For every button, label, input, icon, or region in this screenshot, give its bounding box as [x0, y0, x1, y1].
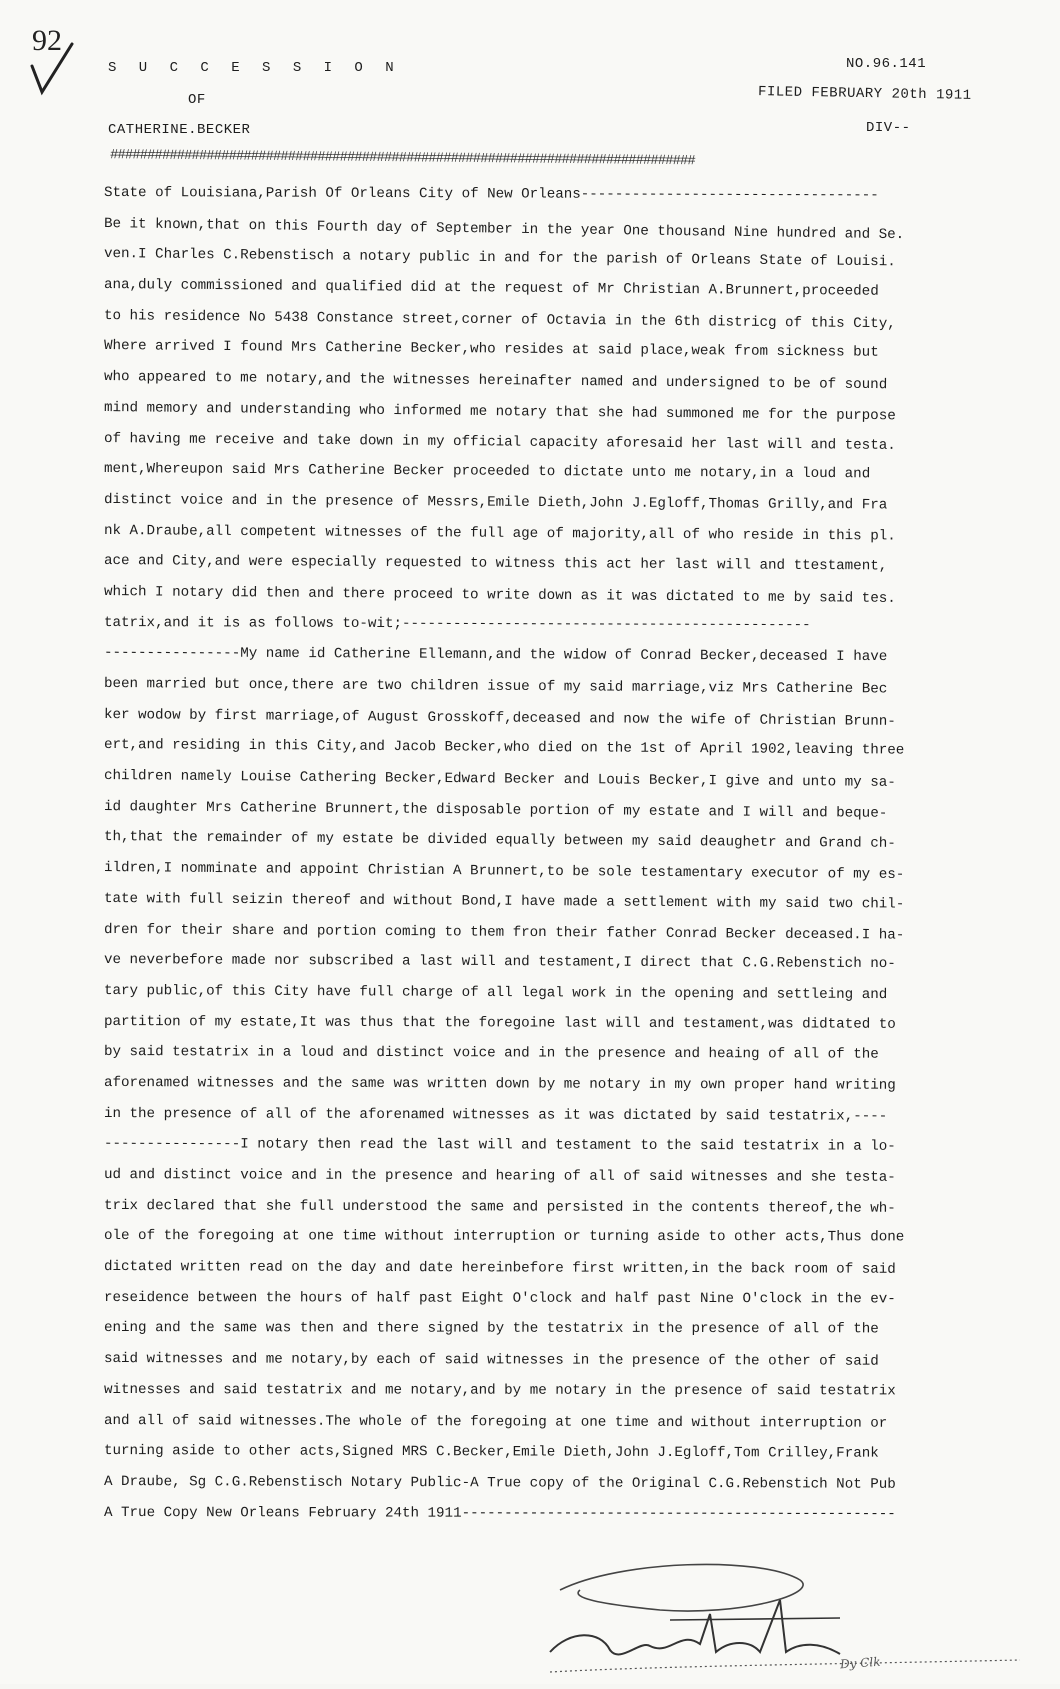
text-line: th,that the remainder of my estate be divided equally between my said deaughetr and Grand ch- — [103, 829, 896, 853]
text-line: A Draube, Sg C.G.Rebenstisch Notary Public-A True copy of the Original C.G.Rebenstich Not Pub — [103, 1473, 896, 1493]
text-line: ildren,I nomminate and appoint Christian A Brunnert,to be sole testamentary executor of my es- — [103, 860, 905, 884]
signature-title: Dy Clk — [839, 1654, 881, 1672]
text-line: nk A.Draube,all competent witnesses of the full age of majority,all of who reside in this pl. — [103, 522, 896, 545]
filed-date: FILED FEBRUARY 20th 1911 — [757, 84, 972, 104]
document-body — [104, 178, 1032, 1528]
text-line: tate with full seizin thereof and without Bond,I have made a settlement with my said two chil- — [103, 890, 905, 913]
text-line: in the presence of all of the aforenamed witnesses as it was dictated by said testatrix,---- — [103, 1105, 888, 1125]
text-line: State of Louisiana,Parish Of Orleans City of New Orleans----------------------------------- — [103, 185, 879, 204]
text-line: reseidence between the hours of half past Eight O'clock and half past Nine O'clock in the ev- — [103, 1289, 896, 1308]
text-line: by said testatrix in a loud and distinct voice and in the presence and heaing of all of the — [103, 1044, 879, 1063]
text-line: ve neverbefore made nor subscribed a last will and testament,I direct that C.G.Rebenstich no- — [103, 952, 896, 973]
text-line: Where arrived I found Mrs Catherine Becker,who resides at said place,weak from sickness but — [103, 338, 879, 362]
text-line: partition of my estate,It was thus that the foregoine last will and testament,was didtated to — [103, 1013, 896, 1033]
text-line: said witnesses and me notary,by each of said witnesses in the presence of the other of said — [103, 1351, 879, 1370]
title-of: OF — [188, 92, 206, 108]
text-line: ----------------My name id Catherine Ellemann,and the widow of Conrad Becker,deceased I have — [103, 645, 888, 666]
page-number: 92 — [32, 24, 62, 57]
text-line: witnesses and said testatrix and me notary,and by me notary in the presence of said testatrix — [103, 1381, 896, 1400]
text-line: been married but once,there are two children issue of my said marriage,viz Mrs Catherine Bec — [103, 676, 888, 698]
text-line: ker wodow by first marriage,of August Grosskoff,deceased and now the wife of Christian Brunn- — [103, 706, 896, 730]
text-line: who appeared to me notary,and the witnesses hereinafter named and undersigned to be of sound — [103, 369, 888, 394]
text-line: id daughter Mrs Catherine Brunnert,the disposable portion of my estate and I will and beque- — [103, 798, 888, 822]
document-number: NO.96.141 — [846, 56, 927, 72]
text-line: dren for their share and portion coming to them fron their father Conrad Becker deceased.I ha- — [103, 921, 905, 944]
text-line: ven.I Charles C.Rebenstisch a notary public in and for the parish of Orleans State of Louisi. — [103, 246, 896, 271]
text-line: ----------------I notary then read the last will and testament to the said testatrix in a lo- — [103, 1136, 896, 1156]
text-line: children namely Louise Cathering Becker,Edward Becker and Louis Becker,I give and unto my sa- — [103, 768, 896, 791]
succession-name: CATHERINE.BECKER — [108, 122, 251, 138]
text-line: which I notary did then and there proceed to write down as it was dictated to me by said tes. — [103, 583, 896, 607]
text-line: ole of the foregoing at one time without interruption or turning aside to other acts,Thus done — [103, 1228, 905, 1246]
text-line: A True Copy New Orleans February 24th 1911--------------------------------------------------- — [103, 1504, 896, 1522]
text-line: Be it known,that on this Fourth day of September in the year One thousand Nine hundred and Se. — [103, 215, 905, 243]
text-line: dictated written read on the day and date hereinbefore first written,in the back room of said — [103, 1259, 896, 1278]
text-line: ening and the same was then and there signed by the testatrix in the presence of all of the — [103, 1320, 879, 1338]
text-line: trix declared that she full understood the same and persisted in the contents thereof,the wh- — [103, 1197, 896, 1217]
check-mark-icon — [28, 40, 78, 100]
text-line: ana,duly commissioned and qualified did at the request of Mr Christian A.Brunnert,proceeded — [103, 277, 879, 300]
text-line: tary public,of this City have full charge of all legal work in the opening and settleing and — [103, 982, 888, 1003]
text-line: ace and City,and were especially requested to witness this act her last will and ttestament, — [103, 553, 888, 575]
text-line: ment,Whereupon said Mrs Catherine Becker proceeded to dictate unto me notary,in a loud and — [103, 461, 871, 483]
text-line: tatrix,and it is as follows to-wit;------------------------------------------------ — [103, 614, 811, 634]
text-line: and all of said witnesses.The whole of the foregoing at one time and without interruption or — [103, 1412, 888, 1432]
division: DIV-- — [866, 120, 911, 136]
text-line: ert,and residing in this City,and Jacob Becker,who died on the 1st of April 1902,leaving three — [103, 737, 905, 759]
text-line: of having me receive and take down in my official capacity aforesaid her last will and testa. — [103, 430, 896, 454]
signature-block — [540, 1560, 1040, 1684]
separator-rule: ############################################################################### — [109, 147, 695, 170]
text-line: mind memory and understanding who informed me notary that she had summoned me for the purpose — [103, 399, 896, 425]
document-title: S U C C E S S I O N — [108, 60, 401, 76]
text-line: distinct voice and in the presence of Messrs,Emile Dieth,John J.Egloff,Thomas Grilly,and Fra — [103, 491, 888, 514]
signature-icon — [540, 1560, 1040, 1684]
text-line: turning aside to other acts,Signed MRS C.Becker,Emile Dieth,John J.Egloff,Tom Crilley,Frank — [103, 1443, 879, 1462]
text-line: ud and distinct voice and in the presence and hearing of all of said witnesses and she testa- — [103, 1167, 896, 1186]
text-line: aforenamed witnesses and the same was written down by me notary in my own proper hand writing — [103, 1074, 896, 1094]
text-line: to his residence No 5438 Constance street,corner of Octavia in the 6th districg of this City, — [103, 307, 896, 333]
